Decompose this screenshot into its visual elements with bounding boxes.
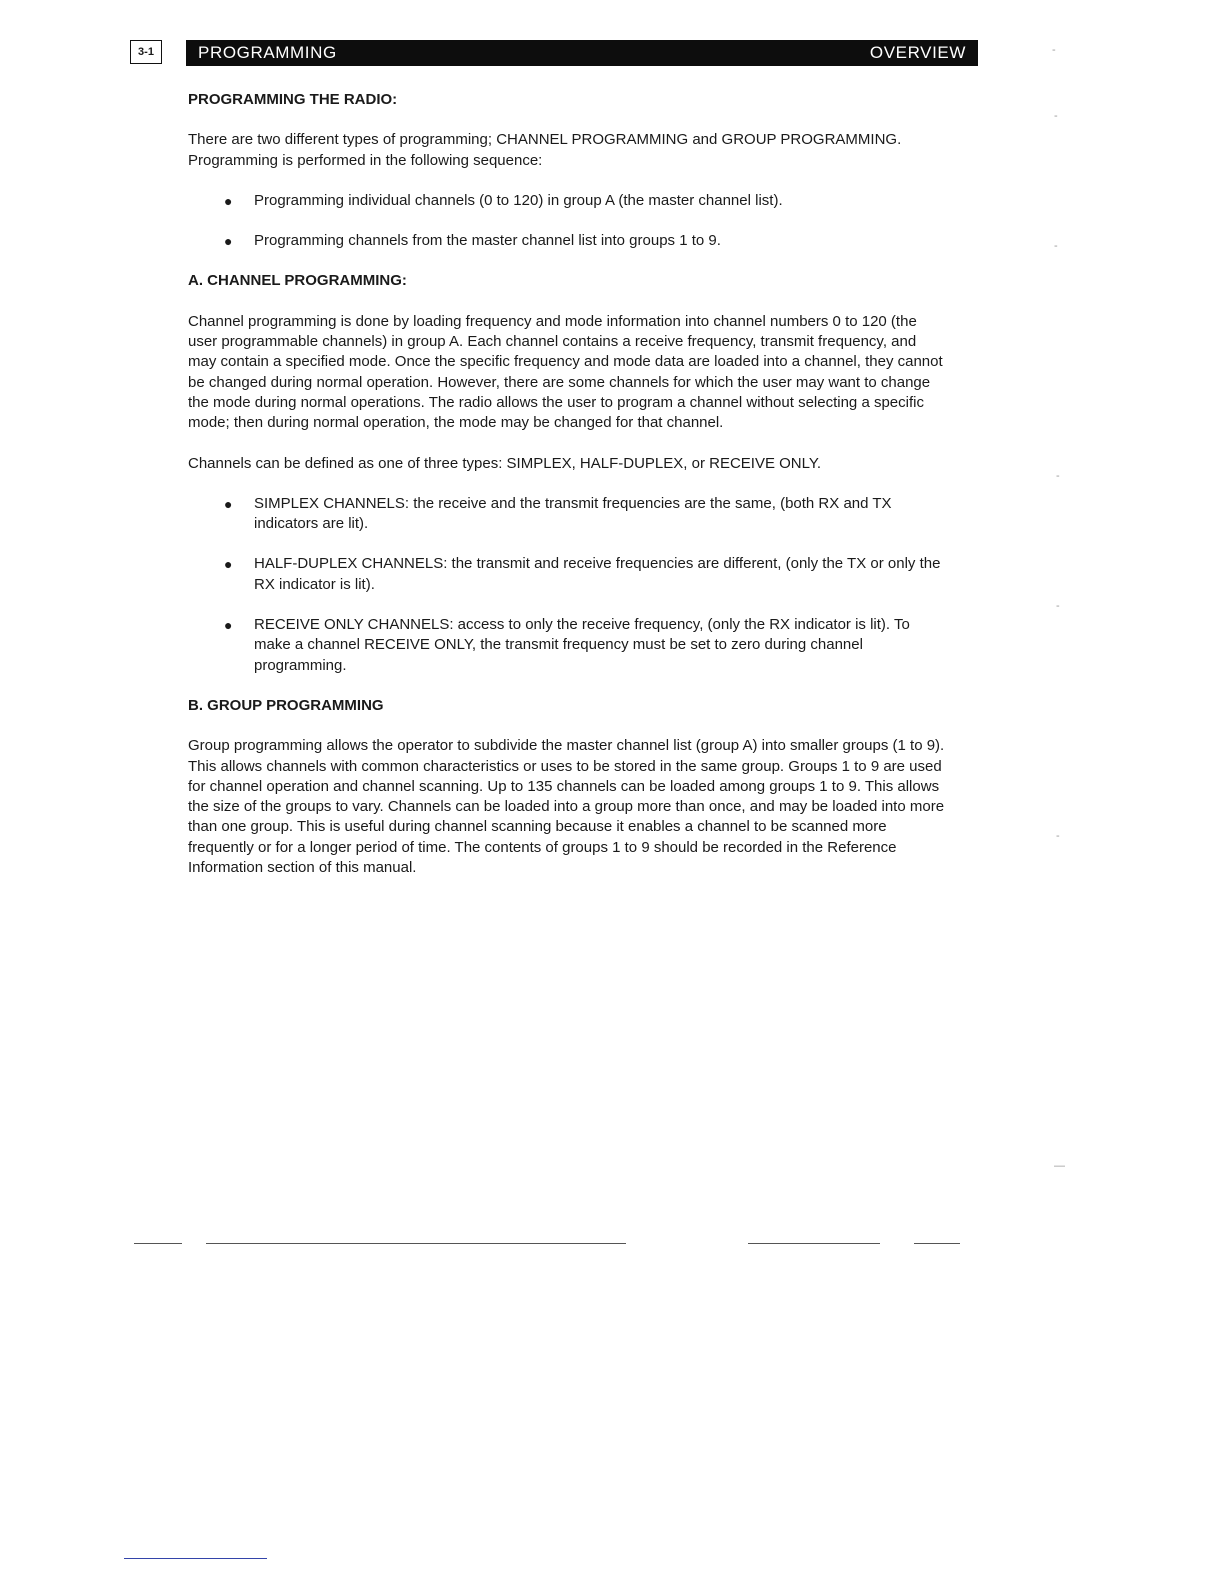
intro-heading: PROGRAMMING THE RADIO:	[188, 91, 398, 108]
scan-mark: -	[1056, 830, 1060, 842]
intro-bullet-list	[188, 191, 948, 252]
bullet-text: Programming channels from the master channel list into groups 1 to 9.	[254, 232, 721, 250]
bullet-icon: ●	[224, 617, 233, 634]
bullet-text: SIMPLEX CHANNELS: the receive and the transmit frequencies are the same, (both RX and TX indicators are lit).	[254, 494, 892, 533]
bottom-rule	[124, 1558, 267, 1559]
intro-paragraph: There are two different types of programming; CHANNEL PROGRAMMING and GROUP PROGRAMMING. Programming is performed in the following sequence:	[188, 131, 902, 169]
group-programming-paragraph: Group programming allows the operator to subdivide the master channel list (group A) into smaller groups (1 to 9). This allows channels with common characteristics or uses to be stored in the same group. Groups 1 to 9 are used for channel operation and channel scanning. Up to 135 channels can be loaded among groups 1 to 9. This allows the size of the groups to vary. Channels can be loaded into a group more than once, and may be loaded into more than one group. This is useful during channel scanning because it enables a channel to be scanned more frequently or for a longer period of time. The contents of groups 1 to 9 should be recorded in the Reference Information section of this manual.	[188, 737, 945, 877]
bullet-icon: ●	[224, 233, 233, 250]
footer-rule-segment	[206, 1243, 626, 1244]
page-content	[188, 90, 948, 898]
bullet-icon: ●	[224, 556, 233, 573]
bullet-text: Programming individual channels (0 to 120) in group A (the master channel list).	[254, 191, 783, 209]
list-item	[188, 191, 948, 211]
list-item	[188, 231, 948, 251]
header-bar	[186, 40, 978, 66]
scan-mark: -	[1056, 470, 1060, 482]
page-number-box: 3-1	[130, 40, 162, 64]
subsection-title: OVERVIEW	[869, 43, 966, 62]
bullet-text: HALF-DUPLEX CHANNELS: the transmit and receive frequencies are different, (only the TX or only the RX indicator is lit).	[254, 555, 941, 593]
group-programming-heading: B. GROUP PROGRAMMING	[188, 696, 384, 714]
list-item	[188, 554, 948, 595]
scan-mark: -	[1056, 600, 1060, 612]
channel-types-list	[188, 494, 948, 676]
bullet-icon: ●	[224, 495, 233, 512]
footer-rule-segment	[914, 1243, 960, 1244]
list-item	[188, 494, 948, 535]
footer-rule-segment	[134, 1243, 182, 1244]
scan-mark: -	[1054, 240, 1058, 252]
scan-mark: —	[1054, 1160, 1065, 1172]
scan-mark: -	[1052, 44, 1056, 56]
channel-programming-heading: A. CHANNEL PROGRAMMING:	[188, 272, 407, 290]
bullet-text: RECEIVE ONLY CHANNELS: access to only the receive frequency, (only the RX indicator is lit). To make a channel RECEIVE ONLY, the transmit frequency must be set to zero during channel programming.	[254, 616, 910, 674]
bullet-icon: ●	[224, 192, 233, 209]
section-title: PROGRAMMING	[198, 43, 337, 62]
footer-rule-segment	[748, 1243, 880, 1244]
scan-mark: -	[1054, 110, 1058, 122]
channel-types-paragraph: Channels can be defined as one of three types: SIMPLEX, HALF-DUPLEX, or RECEIVE ONLY.	[188, 454, 822, 472]
list-item	[188, 615, 948, 676]
channel-programming-paragraph: Channel programming is done by loading frequency and mode information into channel numbers 0 to 120 (the user programmable channels) in group A. Each channel contains a receive frequency, transmit frequency, and may contain a specified mode. Once the specific frequency and mode data are loaded into a channel, they cannot be changed during normal operation. However, there are some channels for which the user may want to change the mode during normal operations. The radio allows the user to program a channel without selecting a specific mode; then during normal operation, the mode may be changed for that channel.	[188, 312, 943, 432]
